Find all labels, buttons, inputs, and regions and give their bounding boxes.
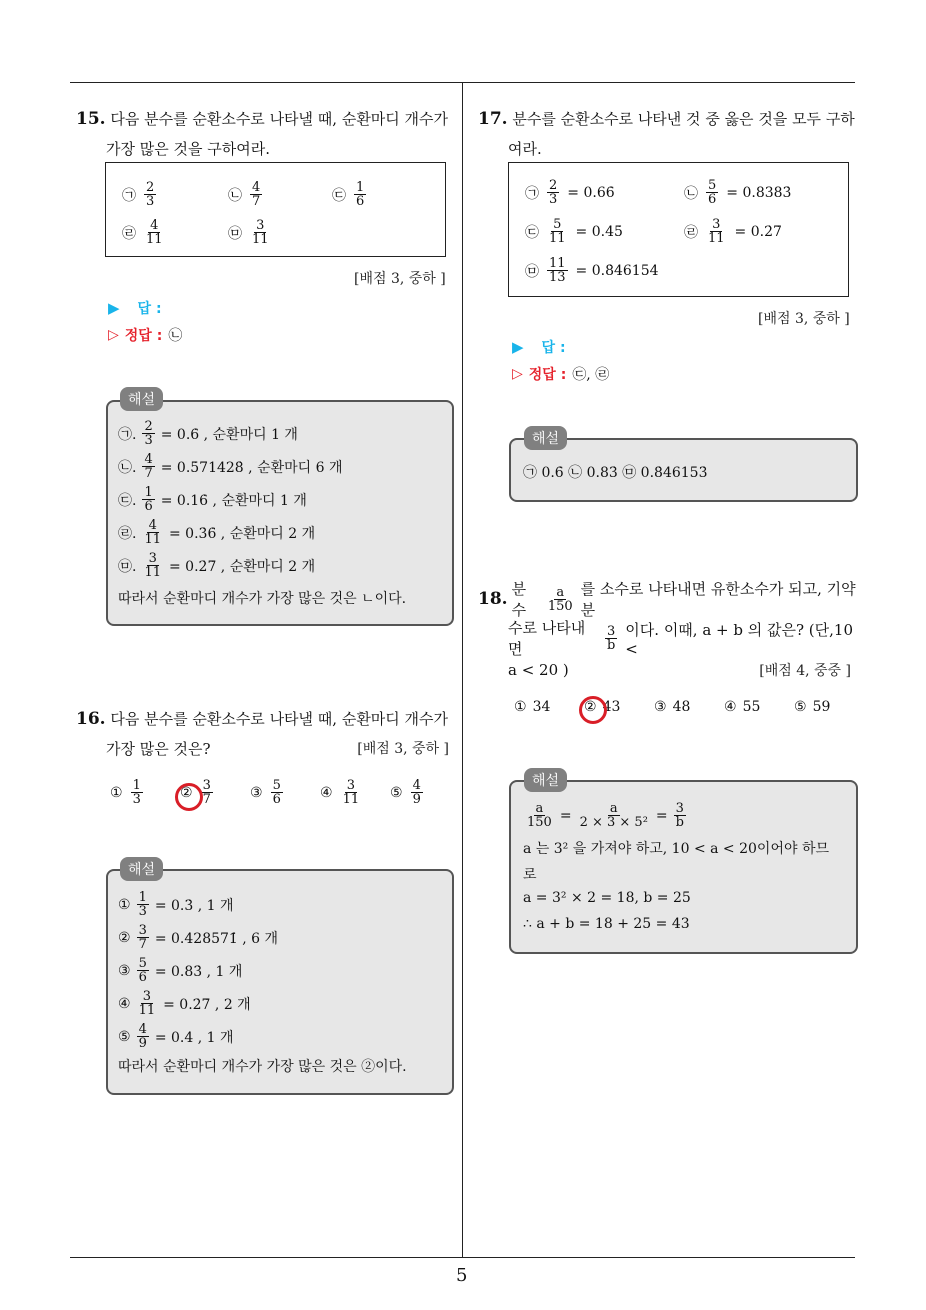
solution-line: ㉡. $\frac{4}{7}$ = 0.5̇71428̇ , 순환마디 6 개	[118, 452, 343, 481]
q16-choice-4[interactable]: ④ $\frac{3}{11}$	[320, 778, 360, 807]
solution-line: ㉢. $\frac{1}{6}$ = 0.16̇ , 순환마디 1 개	[118, 485, 307, 514]
q17-option-2[interactable]: ㉡ $\frac{5}{6}$ = 0.8383̇	[684, 178, 792, 207]
fraction: $\frac{4}{11}$	[146, 218, 163, 247]
option-marker: ㉣	[122, 225, 136, 242]
solution-conclusion: 따라서 순환마디 개수가 가장 많은 것은 ㄴ이다.	[118, 591, 407, 607]
q16-question	[76, 704, 461, 764]
q18-selected-circle	[579, 696, 607, 724]
column-divider	[462, 83, 463, 1258]
solution-line: ③ $\frac{5}{6}$ = 0.83̇ , 1 개	[118, 956, 243, 985]
q15-option-4[interactable]	[122, 219, 167, 246]
q15-text-line1: 다음 분수를 순환소수로 나타낼 때, 순환마디 개수가	[110, 110, 449, 128]
q15-question	[76, 104, 461, 164]
solution-line: ㉣. $\frac{4}{11}$ = 0.3̇6̇ , 순환마디 2 개	[118, 518, 316, 547]
q16-number: 16.	[76, 709, 106, 729]
q17-option-3[interactable]: ㉢ $\frac{5}{11}$ = 0.4̇5̇	[525, 217, 623, 246]
q15-option-5[interactable]	[228, 219, 273, 246]
solution-line: ⑤ $\frac{4}{9}$ = 0.4̇ , 1 개	[118, 1022, 234, 1051]
q18-text-b: 를 소수로 나타내면 유한소수가 되고, 기약분	[580, 580, 856, 619]
solution-line: $\frac{a}{150}$ = $\frac{a}{\text{2 × 3 × 5²}}$ = $\frac{3}{b}$	[527, 801, 684, 830]
q16-choice-2[interactable]: ② $\frac{3}{7}$	[180, 778, 211, 807]
solution-line: 로	[523, 867, 537, 883]
q17-option-5[interactable]: ㉤ $\frac{11}{13}$ = 0.8̇46154̇	[525, 256, 659, 285]
q17-solution-tag: 해설	[524, 426, 567, 450]
q16-choice-1[interactable]: ① $\frac{1}{3}$	[110, 778, 141, 807]
q15-options-box	[105, 162, 446, 257]
q18-choice-1[interactable]: ① 34	[514, 699, 551, 715]
q16-score: [배점 3, 중하 ]	[357, 741, 449, 757]
bottom-rule	[70, 1257, 855, 1258]
q15-option-1[interactable]	[122, 181, 158, 208]
q15-number: 15.	[76, 109, 106, 129]
q17-option-4[interactable]: ㉣ $\frac{3}{11}$ = 0.2̇7̇	[684, 217, 782, 246]
q17-text-line2: 여라.	[508, 140, 542, 158]
q18-choice-3[interactable]: ③ 48	[654, 699, 691, 715]
q18-choice-5[interactable]: ⑤ 59	[794, 699, 831, 715]
q18-solution-tag: 해설	[524, 768, 567, 792]
answer-label: 답 :	[137, 301, 162, 317]
q18-choice-2[interactable]: ② 43	[584, 699, 621, 715]
q18-text-c: 수로 나타내면	[508, 619, 586, 658]
play-triangle-icon: ▶	[108, 299, 120, 317]
page-number: 5	[456, 1265, 468, 1286]
q17-number: 17.	[478, 109, 508, 129]
fraction: $\frac{2}{3}$	[146, 180, 155, 209]
q17-score: [배점 3, 중하 ]	[758, 311, 850, 327]
q15-solution-box	[106, 400, 454, 626]
q16-choice-5[interactable]: ⑤ $\frac{4}{9}$	[390, 778, 421, 807]
solution-line: ㉠ 0.6̇ ㉡ 0.83̇ ㉤ 0.8̇46153̇	[523, 465, 708, 481]
q16-text-line1: 다음 분수를 순환소수로 나타낼 때, 순환마디 개수가	[110, 710, 449, 728]
q18-solution-box	[509, 780, 858, 954]
q18-text-d: 이다. 이때, a + b 의 값은? (단,10 <	[625, 620, 853, 658]
fraction: $\frac{1}{6}$	[356, 180, 365, 209]
fraction: $\frac{4}{7}$	[252, 180, 261, 209]
solution-line: a = 3² × 2 = 18, b = 25	[523, 890, 691, 906]
q15-answer-row	[108, 298, 162, 318]
fraction: $\frac{3}{b}$	[606, 623, 616, 653]
outline-triangle-icon: ▷	[512, 366, 523, 382]
solution-line: ∴ a + b = 18 + 25 = 43	[523, 916, 690, 932]
solution-line: ② $\frac{3}{7}$ = 0.4̇28571̇ , 6 개	[118, 923, 279, 952]
play-triangle-icon: ▶	[512, 338, 524, 356]
correct-label: 정답 :	[124, 328, 163, 344]
option-marker: ㉢	[332, 187, 346, 204]
answer-label: 답 :	[541, 340, 566, 356]
q18-choice-4[interactable]: ④ 55	[724, 699, 761, 715]
q16-selected-circle	[175, 783, 203, 811]
outline-triangle-icon: ▷	[108, 327, 119, 343]
solution-line: ④ $\frac{3}{11}$ = 0.2̇7̇ , 2 개	[118, 989, 251, 1018]
q18-text-e: a < 20 )	[508, 661, 569, 679]
solution-conclusion: 따라서 순환마디 개수가 가장 많은 것은 ②이다.	[118, 1059, 407, 1075]
fraction: $\frac{3}{11}$	[252, 218, 269, 247]
q16-choice-3[interactable]: ③ $\frac{5}{6}$	[250, 778, 281, 807]
option-marker: ㉡	[228, 187, 242, 204]
correct-label: 정답 :	[528, 367, 567, 383]
q17-options-box	[508, 162, 849, 297]
q18-question	[478, 580, 863, 682]
q16-solution-tag: 해설	[120, 857, 163, 881]
q15-option-3[interactable]	[332, 181, 368, 208]
q17-text-line1: 분수를 순환소수로 나타낸 것 중 옳은 것을 모두 구하	[512, 110, 855, 128]
solution-line: ㉤. $\frac{3}{11}$ = 0.2̇7̇ , 순환마디 2 개	[118, 551, 316, 580]
q17-option-1[interactable]: ㉠ $\frac{2}{3}$ = 0.66̇	[525, 178, 615, 207]
q18-score: [배점 4, 중중 ]	[759, 663, 851, 679]
q15-score: [배점 3, 중하 ]	[354, 271, 446, 287]
option-marker: ㉠	[122, 187, 136, 204]
q17-answer-row	[512, 337, 566, 357]
solution-line: ① $\frac{1}{3}$ = 0.3̇ , 1 개	[118, 890, 234, 919]
q17-question	[478, 104, 863, 164]
correct-value: ㉡	[168, 328, 183, 344]
q17-correct-row	[512, 364, 609, 384]
q18-text-a: 분수	[511, 580, 527, 619]
q15-text-line2: 가장 많은 것을 구하여라.	[106, 140, 270, 158]
fraction: $\frac{a}{150}$	[547, 584, 573, 614]
q16-text-line2: 가장 많은 것은?	[106, 740, 211, 758]
q15-solution-tag: 해설	[120, 387, 163, 411]
solution-line: a 는 3² 을 가져야 하고, 10 < a < 20이어야 하므	[523, 841, 829, 857]
q15-option-2[interactable]	[228, 181, 264, 208]
option-marker: ㉤	[228, 225, 242, 242]
q16-solution-box	[106, 869, 454, 1095]
q18-number: 18.	[478, 589, 508, 609]
correct-value: ㉢, ㉣	[572, 367, 610, 383]
q15-correct-row	[108, 325, 182, 345]
solution-line: ㉠. $\frac{2}{3}$ = 0.6̇ , 순환마디 1 개	[118, 419, 298, 448]
